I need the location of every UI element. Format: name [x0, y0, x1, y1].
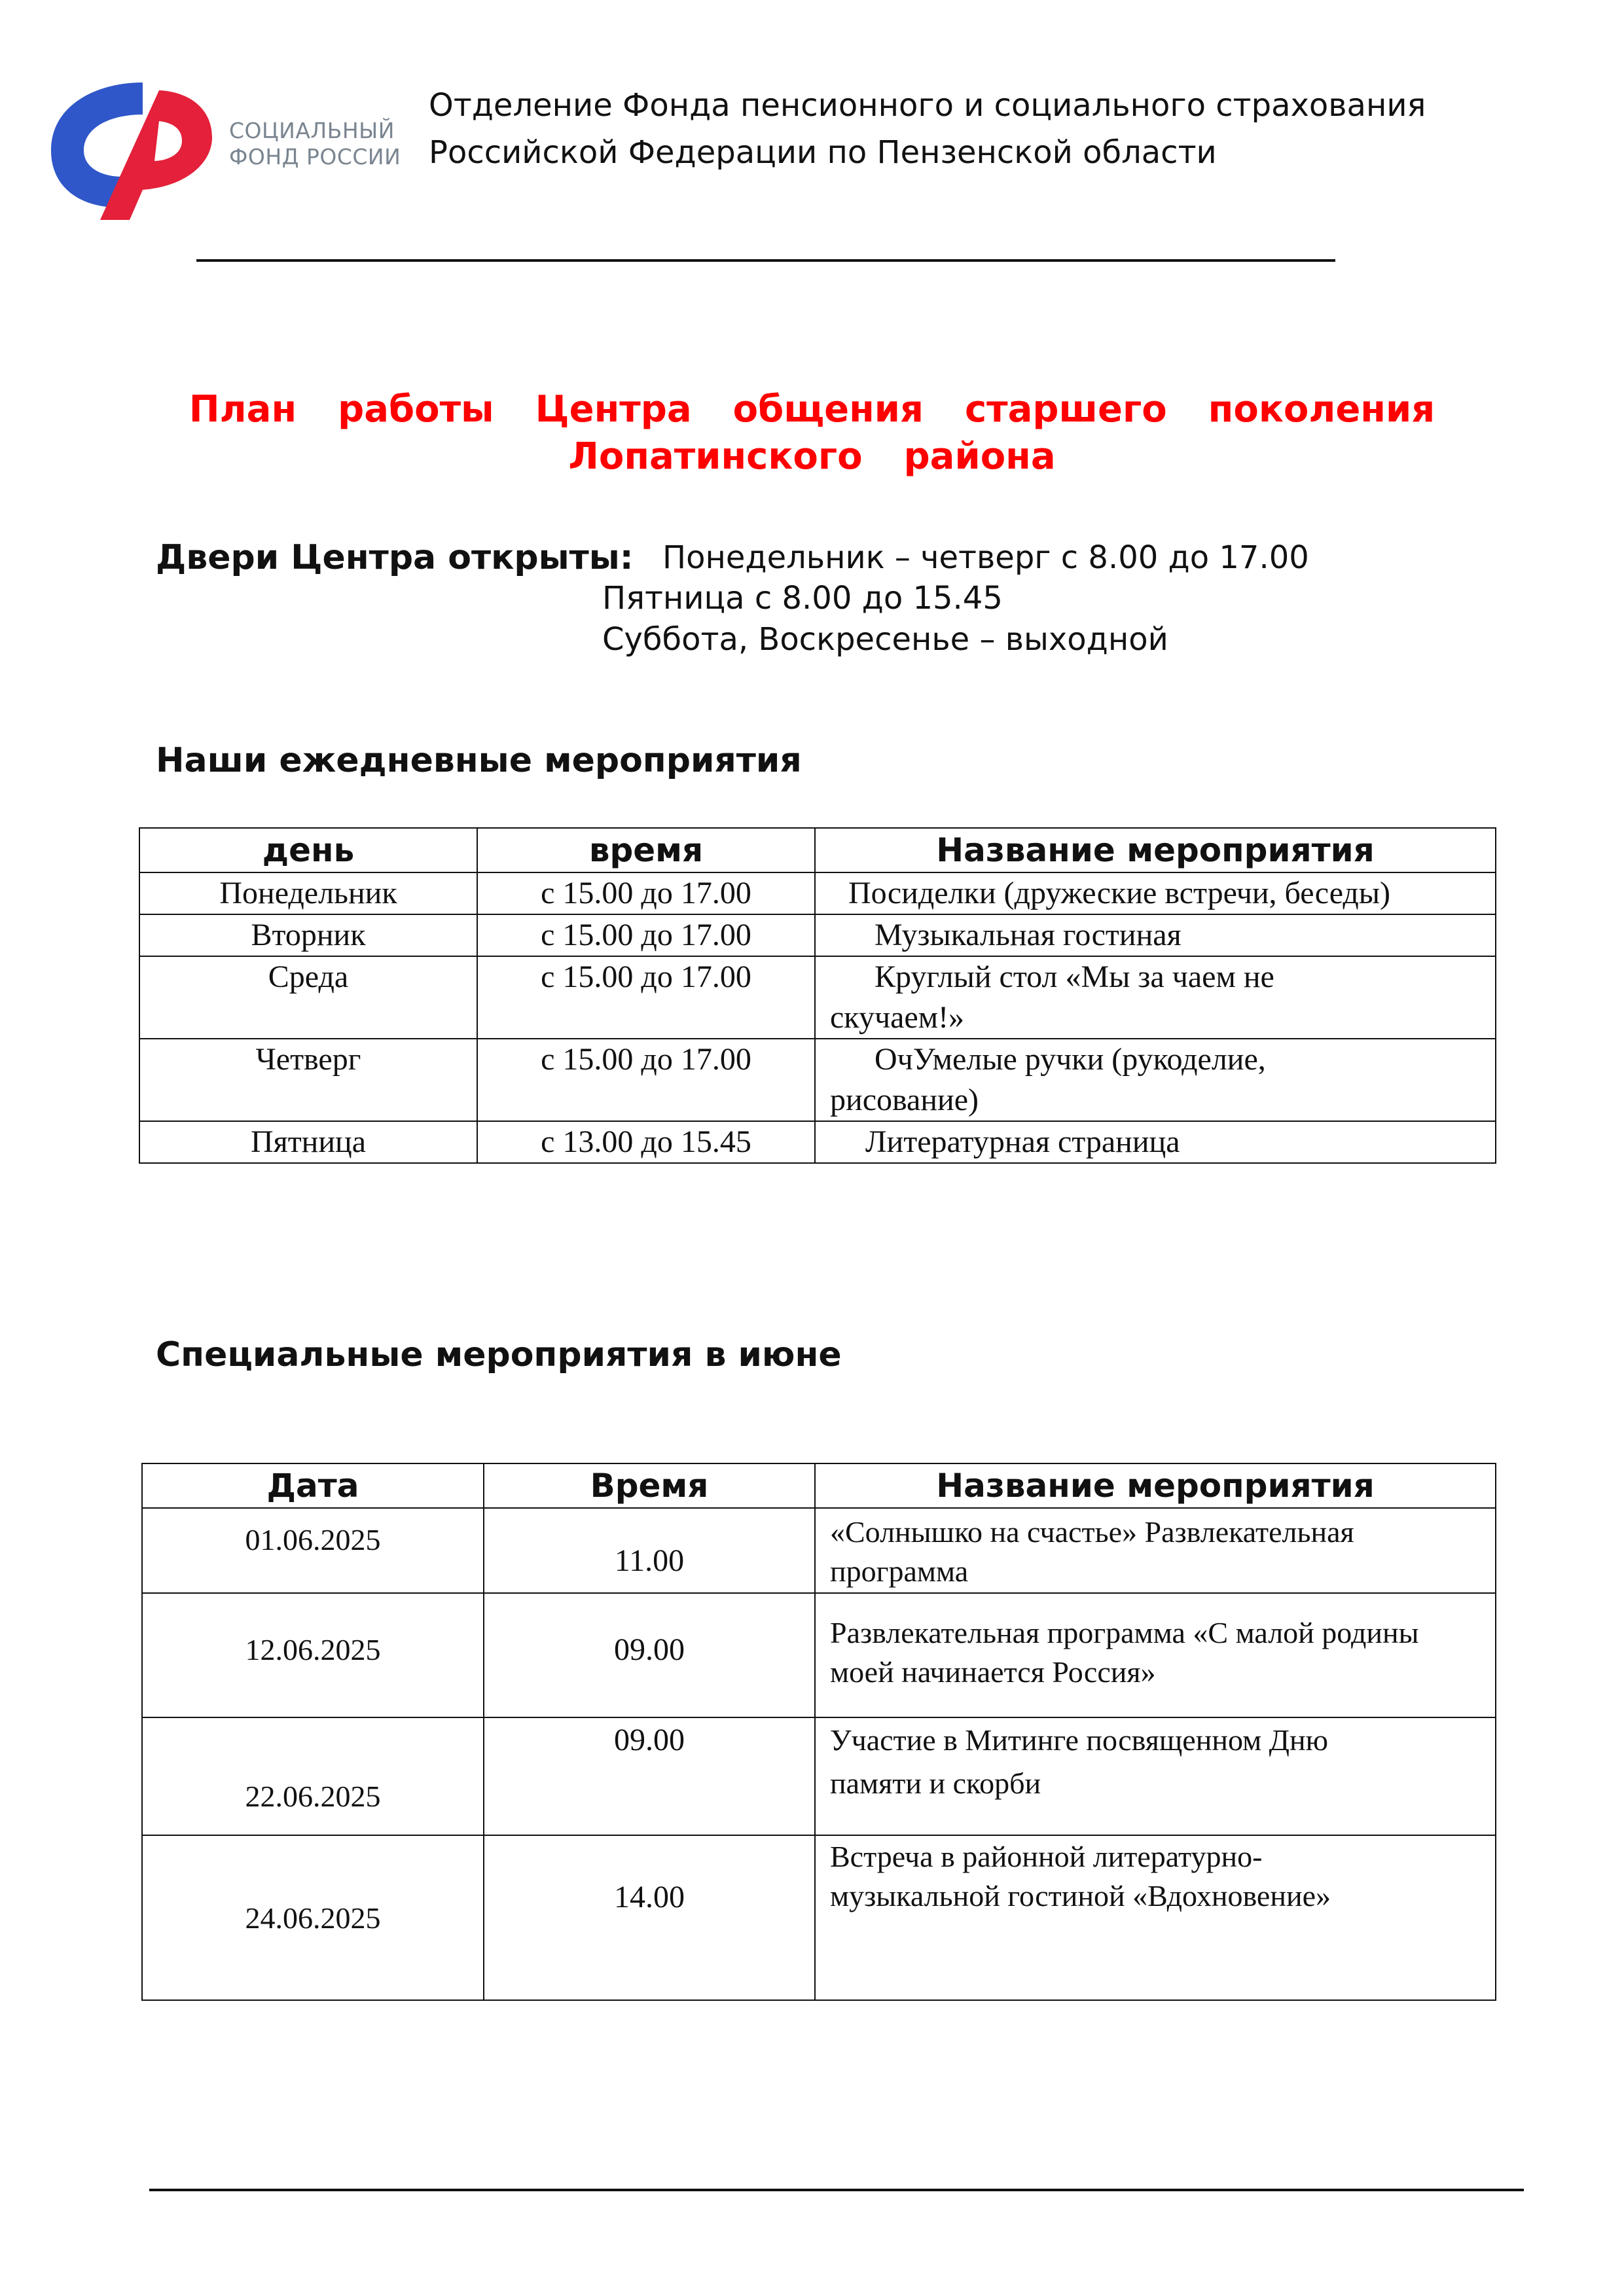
event-name-cell: [815, 1508, 1496, 1593]
hours-label: Двери Центра открыты:: [156, 538, 634, 577]
column-header-time: Время: [484, 1463, 815, 1508]
daily-events-heading: Наши ежедневные мероприятия: [156, 741, 802, 780]
table-row: [139, 872, 1496, 914]
date-text: 01.06.2025: [245, 1523, 381, 1556]
time-cell: [484, 1593, 815, 1717]
event-name-cell: [815, 1835, 1496, 2000]
special-events-heading: Специальные мероприятия в июне: [156, 1335, 842, 1374]
hours-weekdays: Понедельник – четверг с 8.00 до 17.00: [662, 539, 1309, 576]
logo-text-line-1: СОЦИАЛЬНЫЙ: [229, 118, 395, 143]
special-events-table: [141, 1463, 1496, 2001]
title-line-2: Лопатинского района: [568, 435, 1056, 478]
event-name-cell: [815, 1717, 1496, 1835]
time-cell: с 15.00 до 17.00: [477, 1039, 815, 1121]
event-name-cell: Литературная страница: [815, 1121, 1496, 1163]
sfr-logo-icon: [45, 79, 216, 224]
title-line-1: План работы Центра общения старшего поколения: [189, 388, 1435, 431]
event-name-cell: Посиделки (дружеские встречи, беседы): [815, 872, 1496, 914]
table-row: [142, 1508, 1496, 1593]
column-header-date: Дата: [142, 1463, 484, 1508]
table-row: [139, 1039, 1496, 1121]
hours-friday: Пятница с 8.00 до 15.45: [602, 580, 1003, 617]
event-name-cell: [815, 1593, 1496, 1717]
header-divider: [196, 259, 1335, 262]
org-line-2: Российской Федерации по Пензенской области: [429, 134, 1217, 171]
column-header-time: время: [477, 828, 815, 872]
date-text: 12.06.2025: [245, 1633, 381, 1666]
event-name-line-1: Встреча в районной литературно-: [830, 1840, 1263, 1873]
event-name-line-2: программа: [830, 1554, 969, 1588]
org-line-1: Отделение Фонда пенсионного и социального страхования: [429, 87, 1426, 124]
daily-events-table: [139, 827, 1496, 1164]
table-row: [139, 956, 1496, 1039]
day-cell: Среда: [139, 956, 477, 1039]
date-cell: [142, 1717, 484, 1835]
event-name-line-1: Развлекательная программа «С малой родины: [830, 1616, 1419, 1649]
time-cell: с 13.00 до 15.45: [477, 1121, 815, 1163]
event-name-line-2: моей начинается Россия»: [830, 1655, 1156, 1689]
hours-weekend: Суббота, Воскресенье – выходной: [602, 621, 1168, 658]
time-text: 09.00: [614, 1723, 685, 1757]
table-row: [142, 1835, 1496, 2000]
time-cell: с 15.00 до 17.00: [477, 914, 815, 956]
date-cell: [142, 1835, 484, 2000]
footer-divider: [149, 2189, 1524, 2191]
organization-name: [429, 82, 1426, 176]
day-cell: Четверг: [139, 1039, 477, 1121]
column-header-day: день: [139, 828, 477, 872]
event-name-line-1: Участие в Митинге посвященном Дню: [830, 1723, 1329, 1757]
table-row: [142, 1593, 1496, 1717]
column-header-name: Название мероприятия: [815, 828, 1496, 872]
event-name-cell: [815, 956, 1496, 1039]
day-cell: Понедельник: [139, 872, 477, 914]
event-name-line-2: памяти и скорби: [830, 1767, 1041, 1800]
table-header-row: [139, 828, 1496, 872]
date-cell: [142, 1593, 484, 1717]
table-header-row: [142, 1463, 1496, 1508]
time-text: 14.00: [614, 1880, 685, 1914]
event-name-line-2: музыкальной гостиной «Вдохновение»: [830, 1879, 1331, 1912]
event-name-line-1: ОчУмелые ручки (рукоделие,: [875, 1042, 1266, 1077]
column-header-name: Название мероприятия: [815, 1463, 1496, 1508]
event-name-line-2: рисование): [830, 1083, 979, 1117]
table-row: [142, 1717, 1496, 1835]
table-row: [139, 1121, 1496, 1163]
time-cell: [484, 1835, 815, 2000]
date-text: 24.06.2025: [245, 1901, 381, 1935]
table-row: [139, 914, 1496, 956]
day-cell: Пятница: [139, 1121, 477, 1163]
time-cell: [484, 1508, 815, 1593]
logo-text: [229, 118, 401, 170]
time-cell: с 15.00 до 17.00: [477, 872, 815, 914]
date-cell: [142, 1508, 484, 1593]
date-text: 22.06.2025: [245, 1780, 381, 1813]
event-name-cell: Музыкальная гостиная: [815, 914, 1496, 956]
time-cell: [484, 1717, 815, 1835]
logo-text-line-2: ФОНД РОССИИ: [229, 144, 401, 170]
time-cell: с 15.00 до 17.00: [477, 956, 815, 1039]
day-cell: Вторник: [139, 914, 477, 956]
event-name-line-1: «Солнышко на счастье» Развлекательная: [830, 1515, 1354, 1549]
time-text: 09.00: [614, 1632, 685, 1667]
document-title: [0, 386, 1624, 480]
time-text: 11.00: [614, 1543, 685, 1578]
event-name-line-2: скучаем!»: [830, 1000, 965, 1035]
event-name-line-1: Круглый стол «Мы за чаем не: [875, 960, 1274, 994]
event-name-cell: [815, 1039, 1496, 1121]
